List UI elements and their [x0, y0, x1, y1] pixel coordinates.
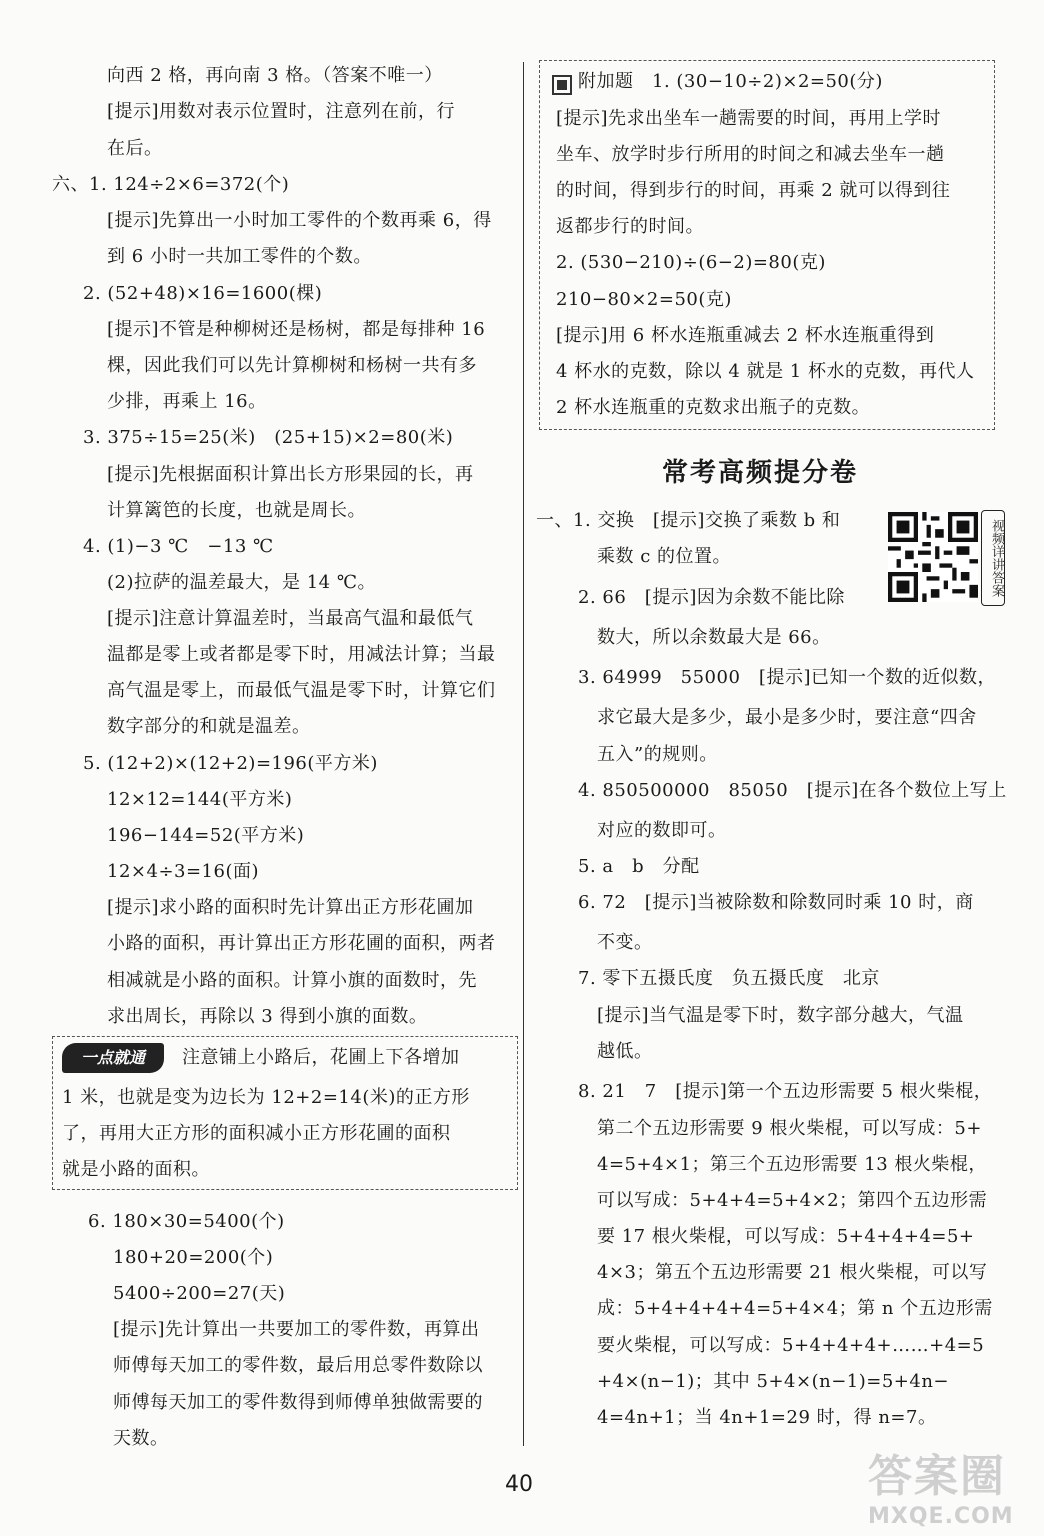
answer-line: 4×3；第五个五边形需要 21 根火柴棍，可以写 — [597, 1262, 988, 1283]
answer-line: 相减就是小路的面积。计算小旗的面数时，先 — [107, 970, 477, 991]
qr-code-icon[interactable] — [888, 512, 978, 602]
answer-line: 6. 72 [提示]当被除数和除数同时乘 10 时，商 — [578, 892, 974, 913]
tip-line: 了，再用大正方形的面积减小正方形花圃的面积 — [62, 1123, 451, 1144]
answer-line: 196−144=52(平方米) — [107, 825, 305, 846]
bonus-line: 2 杯水连瓶重的克数求出瓶子的克数。 — [556, 397, 871, 418]
answer-line: 少排，再乘上 16。 — [107, 391, 267, 412]
answer-line: [提示]当气温是零下时，数字部分越大，气温 — [597, 1005, 964, 1026]
answer-line: 12×12=144(平方米) — [107, 789, 293, 810]
answer-line: 6. 180×30=5400(个) — [88, 1211, 285, 1232]
page-number: 40 — [505, 1472, 533, 1497]
answer-line: 4. (1)−3 ℃ −13 ℃ — [83, 536, 274, 557]
answer-line: 在后。 — [107, 138, 163, 159]
answer-line: 2. 66 [提示]因为余数不能比除 — [578, 587, 845, 608]
column-divider — [523, 62, 524, 1446]
answer-line: 7. 零下五摄氏度 负五摄氏度 北京 — [578, 968, 880, 989]
answer-line: 对应的数即可。 — [597, 820, 727, 841]
bonus-line: 2. (530−210)÷(6−2)=80(克) — [556, 252, 826, 273]
answer-line: 5. (12+2)×(12+2)=196(平方米) — [83, 753, 378, 774]
answer-line: 3. 375÷15=25(米) (25+15)×2=80(米) — [83, 427, 454, 448]
answer-line: 8. 21 7 [提示]第一个五边形需要 5 根火柴棍， — [578, 1081, 993, 1102]
answer-line: 天数。 — [113, 1428, 169, 1449]
answer-line: 求出周长，再除以 3 得到小旗的面数。 — [107, 1006, 428, 1027]
bonus-line: [提示]先求出坐车一趟需要的时间，再用上学时 — [556, 108, 942, 129]
bonus-line: 返都步行的时间。 — [556, 216, 704, 237]
answer-line: 五入”的规则。 — [597, 744, 718, 765]
answer-line: [提示]先计算出一共要加工的零件数，再算出 — [113, 1319, 480, 1340]
answer-line: 到 6 小时一共加工零件的个数。 — [107, 246, 372, 267]
answer-line: 180+20=200(个) — [113, 1247, 274, 1268]
answer-line: 4=5+4×1；第三个五边形需要 13 根火柴棍， — [597, 1154, 987, 1175]
bonus-square-icon — [552, 75, 572, 95]
answer-line: 棵，因此我们可以先计算柳树和杨树一共有多 — [107, 355, 477, 376]
answer-line: 4. 850500000 85050 [提示]在各个数位上写上 — [578, 780, 1007, 801]
watermark-line1: 答案圈 — [868, 1451, 1006, 1502]
answer-line: +4×(n−1)；其中 5+4×(n−1)=5+4n− — [597, 1371, 949, 1392]
answer-line: 可以写成：5+4+4=5+4×2；第四个五边形需 — [597, 1190, 988, 1211]
answer-line: 计算篱笆的长度，也就是周长。 — [107, 500, 366, 521]
answer-line: 乘数 c 的位置。 — [597, 546, 732, 567]
answer-line: [提示]求小路的面积时先计算出正方形花圃加 — [107, 897, 474, 918]
tip-badge: 一点就通 — [62, 1043, 164, 1073]
bonus-line: 4 杯水的克数，除以 4 就是 1 杯水的克数，再代人 — [556, 361, 975, 382]
answer-line: 小路的面积，再计算出正方形花圃的面积，两者 — [107, 933, 496, 954]
answer-line: 3. 64999 55000 [提示]已知一个数的近似数， — [578, 667, 996, 688]
answer-line: 不变。 — [597, 932, 653, 953]
answer-line: 数大，所以余数最大是 66。 — [597, 627, 831, 648]
answer-line: [提示]注意计算温差时，当最高气温和最低气 — [107, 608, 474, 629]
bonus-line: 210−80×2=50(克) — [556, 289, 732, 310]
answer-line: [提示]用数对表示位置时，注意列在前，行 — [107, 101, 456, 122]
answer-line: [提示]先算出一小时加工零件的个数再乘 6，得 — [107, 210, 492, 231]
answer-line: 越低。 — [597, 1041, 653, 1062]
bonus-line: 附加题 1. (30−10÷2)×2=50(分) — [578, 71, 883, 92]
answer-line: [提示]先根据面积计算出长方形果园的长，再 — [107, 464, 474, 485]
watermark-logo — [868, 1440, 1028, 1530]
answer-line: 成：5+4+4+4+4=5+4×4；第 n 个五边形需 — [597, 1298, 993, 1319]
answer-line: 向西 2 格，再向南 3 格。（答案不唯一） — [107, 65, 443, 86]
answer-line: 5400÷200=27(天) — [113, 1283, 286, 1304]
bonus-line: [提示]用 6 杯水连瓶重减去 2 杯水连瓶重得到 — [556, 325, 935, 346]
answer-line: 第二个五边形需要 9 根火柴棍，可以写成：5+ — [597, 1118, 982, 1139]
answer-line: 一、1. 交换 [提示]交换了乘数 b 和 — [536, 510, 841, 531]
tip-line: 就是小路的面积。 — [62, 1159, 210, 1180]
bonus-line: 的时间，得到步行的时间，再乘 2 就可以得到往 — [556, 180, 951, 201]
tip-line: 注意铺上小路后，花圃上下各增加 — [182, 1047, 460, 1068]
answer-line: 12×4÷3=16(面) — [107, 861, 260, 882]
answer-line: 温都是零上或者都是零下时，用减法计算；当最 — [107, 644, 496, 665]
qr-video-label: 视频详讲答案 — [981, 510, 1005, 606]
answer-line: 5. a b 分配 — [578, 856, 700, 877]
bonus-line: 坐车、放学时步行所用的时间之和减去坐车一趟 — [556, 144, 945, 165]
tip-line: 1 米，也就是变为边长为 12+2=14(米)的正方形 — [62, 1087, 470, 1108]
answer-line: 要 17 根火柴棍，可以写成：5+4+4+4=5+ — [597, 1226, 975, 1247]
answer-line: (2)拉萨的温差最大，是 14 ℃。 — [107, 572, 376, 593]
answer-line: 要火柴棍，可以写成：5+4+4+4+……+4=5 — [597, 1335, 985, 1356]
answer-line: 数字部分的和就是温差。 — [107, 716, 311, 737]
answer-line: 师傅每天加工的零件数得到师傅单独做需要的 — [113, 1392, 483, 1413]
watermark-line2: MXQE.COM — [868, 1504, 1014, 1529]
answer-line: 求它最大是多少，最小是多少时，要注意“四舍 — [597, 707, 977, 728]
answer-line: 师傅每天加工的零件数，最后用总零件数除以 — [113, 1355, 483, 1376]
answer-line: 4=4n+1；当 4n+1=29 时，得 n=7。 — [597, 1407, 937, 1428]
answer-line: 六、1. 124÷2×6=372(个) — [52, 174, 290, 195]
answer-line: 2. (52+48)×16=1600(棵) — [83, 283, 323, 304]
answer-line: 高气温是零上，而最低气温是零下时，计算它们 — [107, 680, 496, 701]
answer-line: [提示]不管是种柳树还是杨树，都是每排种 16 — [107, 319, 486, 340]
section-title: 常考高频提分卷 — [662, 458, 859, 488]
